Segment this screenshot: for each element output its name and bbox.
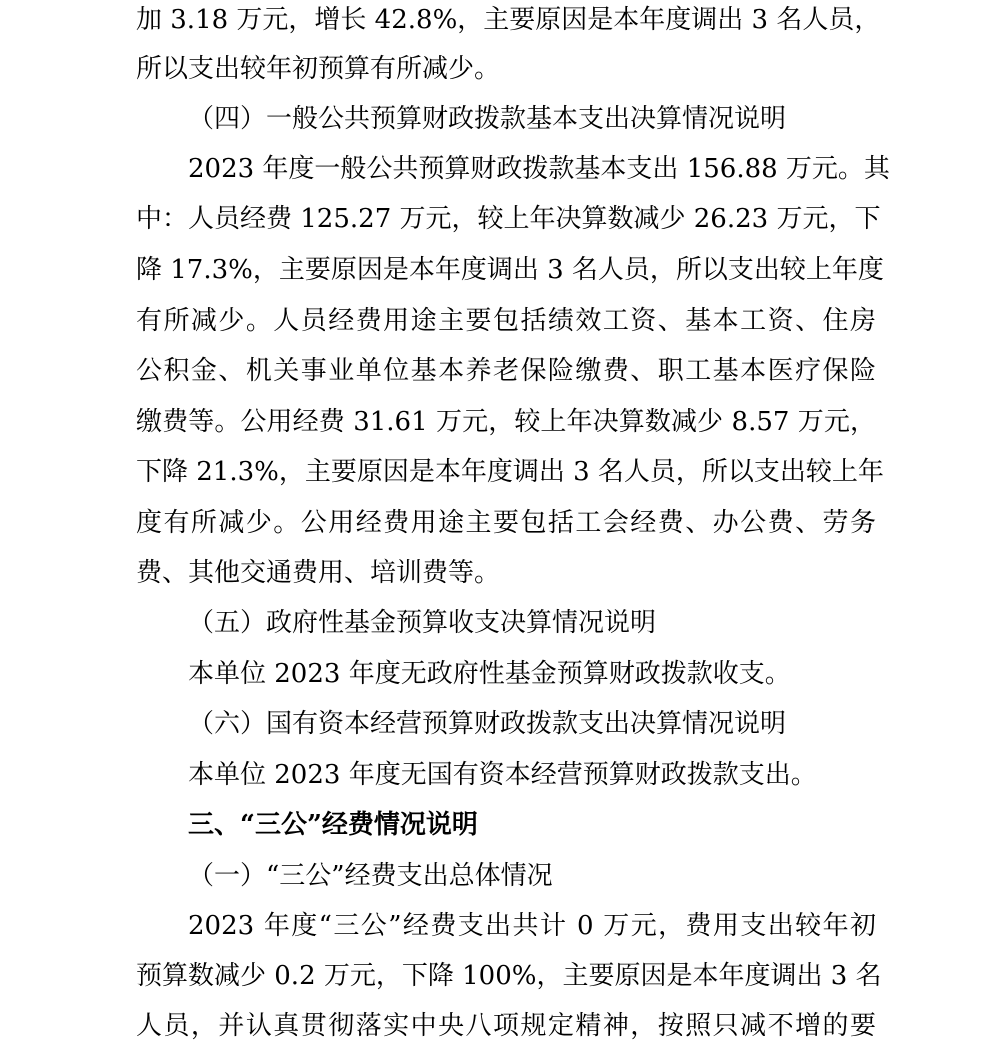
paragraph-line: 所以支出较年初预算有所减少。 xyxy=(136,54,501,84)
paragraph-line: 预算数减少 0.2 万元，下降 100%，主要原因是本年度调出 3 名 xyxy=(136,961,882,991)
paragraph-line: 降 17.3%，主要原因是本年度调出 3 名人员，所以支出较上年度 xyxy=(136,255,884,285)
paragraph-line: 有所减少。人员经费用途主要包括绩效工资、基本工资、住房 xyxy=(136,306,876,336)
section-heading: （五）政府性基金预算收支决算情况说明 xyxy=(188,608,657,638)
paragraph-line: 下降 21.3%，主要原因是本年度调出 3 名人员，所以支出较上年 xyxy=(136,457,884,487)
section-heading: （四）一般公共预算财政拨款基本支出决算情况说明 xyxy=(188,104,787,134)
paragraph-line: 本单位 2023 年度无政府性基金预算财政拨款收支。 xyxy=(188,659,791,689)
paragraph-line: 2023 年度“三公”经费支出共计 0 万元，费用支出较年初 xyxy=(188,911,876,941)
paragraph-line: 本单位 2023 年度无国有资本经营预算财政拨款支出。 xyxy=(188,760,817,790)
section-heading: （一）“三公”经费支出总体情况 xyxy=(188,861,553,891)
paragraph-line: 缴费等。公用经费 31.61 万元，较上年决算数减少 8.57 万元， xyxy=(136,407,876,437)
chapter-heading: 三、“三公”经费情况说明 xyxy=(188,810,478,840)
paragraph-line: 费、其他交通费用、培训费等。 xyxy=(136,558,501,588)
paragraph-line: 2023 年度一般公共预算财政拨款基本支出 156.88 万元。其 xyxy=(188,154,890,184)
paragraph-line: 加 3.18 万元，增长 42.8%，主要原因是本年度调出 3 名人员， xyxy=(136,5,881,35)
section-heading: （六）国有资本经营预算财政拨款支出决算情况说明 xyxy=(188,709,787,739)
paragraph-line: 人员，并认真贯彻落实中央八项规定精神，按照只减不增的要 xyxy=(136,1011,876,1041)
paragraph-line: 度有所减少。公用经费用途主要包括工会经费、办公费、劳务 xyxy=(136,508,876,538)
paragraph-line: 公积金、机关事业单位基本养老保险缴费、职工基本医疗保险 xyxy=(136,356,876,386)
paragraph-line: 中：人员经费 125.27 万元，较上年决算数减少 26.23 万元，下 xyxy=(136,204,881,234)
